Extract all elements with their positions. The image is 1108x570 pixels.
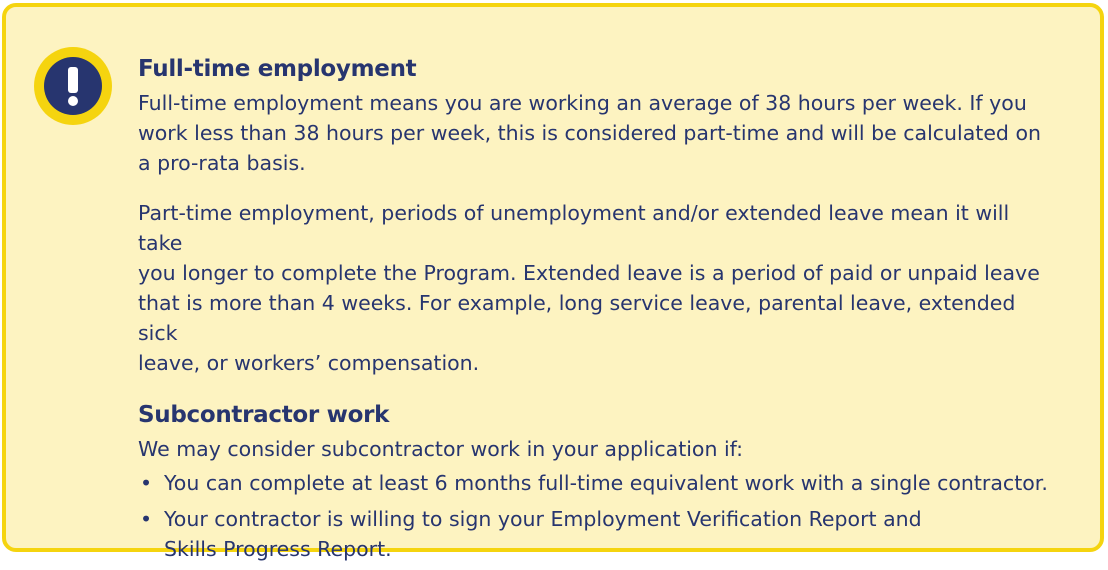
subcontractor-conditions-list — [138, 468, 1058, 564]
list-item-text: Skills Progress Report. — [164, 537, 392, 561]
list-item — [138, 504, 1058, 564]
list-item-text: Your contractor is willing to sign your Employment Verification Report and — [164, 507, 922, 531]
info-callout-box — [2, 3, 1104, 561]
list-item — [138, 468, 1058, 498]
section-heading-subcontractor-work: Subcontractor work — [138, 402, 390, 428]
text-line: Part-time employment, periods of unemployment and/or extended leave mean it will take — [138, 201, 1010, 255]
text-line: leave, or workers’ compensation. — [138, 351, 480, 375]
bullet-icon: • — [140, 471, 153, 495]
paragraph-subcontractor-intro: We may consider subcontractor work in your application if: — [138, 437, 744, 461]
text-line: work less than 38 hours per week, this is considered part-time and will be calculated on — [138, 121, 1042, 145]
text-line: you longer to complete the Program. Extended leave is a period of paid or unpaid leave — [138, 261, 1040, 285]
text-line: Full-time employment means you are working an average of 38 hours per week. If you — [138, 91, 1027, 115]
paragraph-extended-leave — [138, 198, 1058, 378]
exclamation-alert-icon — [34, 47, 112, 125]
callout-content — [138, 54, 1058, 570]
text-line: that is more than 4 weeks. For example, long service leave, parental leave, extended sick — [138, 291, 1016, 345]
section-heading-full-time-employment: Full-time employment — [138, 56, 417, 82]
paragraph-full-time-definition — [138, 88, 1058, 178]
text-line: a pro-rata basis. — [138, 151, 306, 175]
bullet-icon: • — [140, 507, 153, 531]
list-item-text: You can complete at least 6 months full-time equivalent work with a single contractor. — [164, 471, 1048, 495]
